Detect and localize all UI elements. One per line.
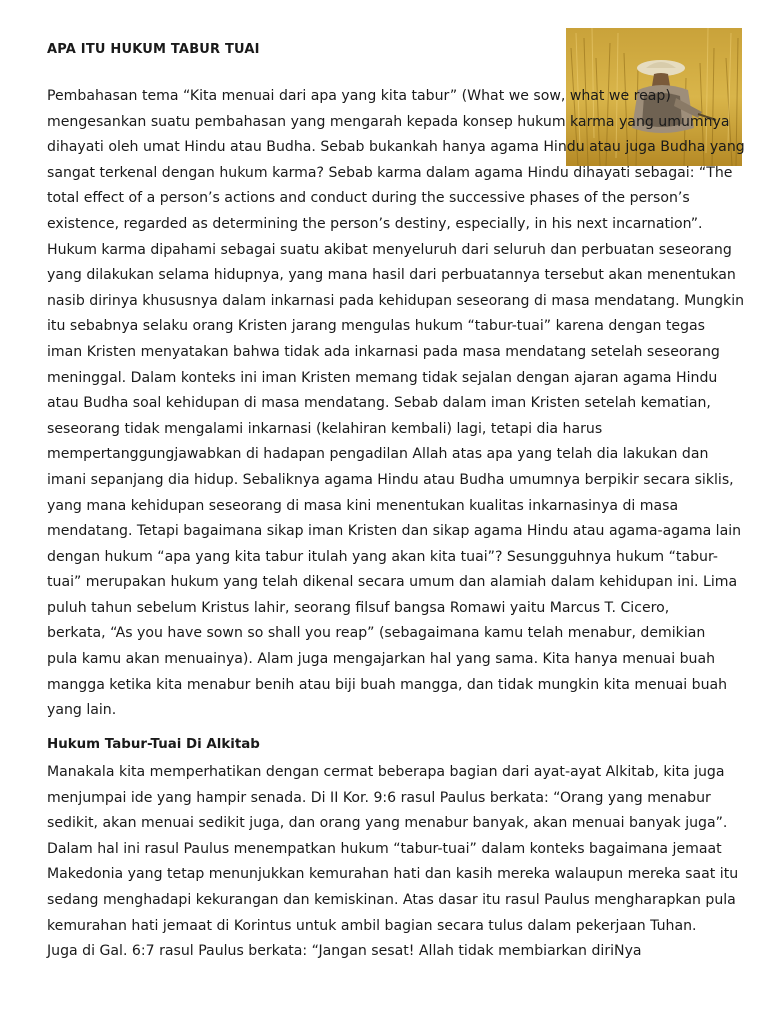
body-line: sedikit, akan menuai sedikit juga, dan orang yang menabur banyak, akan menuai banyak juga”. [47, 815, 728, 832]
body-line: sedang menghadapi kekurangan dan kemiskinan. Atas dasar itu rasul Paulus mengharapkan pula [47, 891, 736, 908]
body-line: mendatang. Tetapi bagaimana sikap iman Kristen dan sikap agama Hindu atau agama-agama lain [47, 523, 742, 540]
body-line: meninggal. Dalam konteks ini iman Kristen memang tidak sejalan dengan ajaran agama Hindu [47, 369, 718, 386]
document-title: APA ITU HUKUM TABUR TUAI [47, 42, 260, 57]
body-line: tuai” merupakan hukum yang telah dikenal secara umum dan alamiah dalam kehidupan ini. Lima [47, 574, 738, 591]
body-line: nasib dirinya khususnya dalam inkarnasi pada kehidupan seseorang di masa mendatang. Mungkin [47, 292, 745, 309]
body-line: yang mana kehidupan seseorang di masa kini menentukan kualitas inkarnasinya di masa [47, 497, 679, 514]
body-line: dengan hukum “apa yang kita tabur itulah yang akan kita tuai”? Sesungguhnya hukum “tabur- [47, 548, 718, 565]
body-line: total effect of a person’s actions and conduct during the successive phases of the person’s [47, 190, 690, 207]
body-line: yang dilakukan selama hidupnya, yang mana hasil dari perbuatannya tersebut akan menentukan [47, 267, 736, 284]
body-line: Hukum karma dipahami sebagai suatu akibat menyeluruh dari seluruh dan perbuatan seseorang [47, 241, 732, 258]
body-line: Manakala kita memperhatikan dengan cermat beberapa bagian dari ayat-ayat Alkitab, kita juga [47, 764, 725, 780]
section2-heading: Hukum Tabur-Tuai Di Alkitab [47, 737, 260, 752]
body-line: itu sebabnya selaku orang Kristen jarang mengulas hukum “tabur-tuai” karena dengan tegas [47, 318, 706, 335]
section1-body [47, 84, 745, 724]
section2-body [47, 760, 738, 965]
body-line: dihayati oleh umat Hindu atau Budha. Sebab bukankah hanya agama Hindu atau juga Budha yang [47, 139, 745, 156]
body-line: seseorang tidak mengalami inkarnasi (kelahiran kembali) lagi, tetapi dia harus [47, 420, 603, 437]
body-line: sangat terkenal dengan hukum karma? Sebab karma dalam agama Hindu dihayati sebagai: “The [47, 164, 733, 181]
body-line: mengesankan suatu pembahasan yang mengarah kepada konsep hukum karma yang umumnya [47, 113, 730, 130]
body-line: Juga di Gal. 6:7 rasul Paulus berkata: “Jangan sesat! Allah tidak membiarkan diriNya [47, 943, 642, 960]
body-line: atau Budha soal kehidupan di masa mendatang. Sebab dalam iman Kristen setelah kematian, [47, 395, 711, 412]
body-line: iman Kristen menyatakan bahwa tidak ada inkarnasi pada masa mendatang setelah seseorang [47, 343, 720, 360]
body-line: Dalam hal ini rasul Paulus menempatkan hukum “tabur-tuai” dalam konteks bagaimana jemaat [47, 840, 722, 857]
body-line: berkata, “As you have sown so shall you reap” (sebagaimana kamu telah menabur, demikian [47, 625, 706, 642]
body-line: yang lain. [47, 702, 117, 719]
body-line: menjumpai ide yang hampir senada. Di II Kor. 9:6 rasul Paulus berkata: “Orang yang menabur [47, 789, 711, 806]
body-line: kemurahan hati jemaat di Korintus untuk ambil bagian secara tulus dalam pekerjaan Tuhan. [47, 917, 697, 934]
body-line: pula kamu akan menuainya). Alam juga mengajarkan hal yang sama. Kita hanya menuai buah [47, 651, 716, 668]
body-line: mangga ketika kita menabur benih atau biji buah mangga, dan tidak mungkin kita menuai buah [47, 676, 728, 693]
body-line: existence, regarded as determining the person’s destiny, especially, in his next incarnation”. [47, 215, 703, 232]
body-line: puluh tahun sebelum Kristus lahir, seorang filsuf bangsa Romawi yaitu Marcus T. Cicero, [47, 599, 670, 616]
body-line: Makedonia yang tetap menunjukkan kemurahan hati dan kasih mereka walaupun mereka saat itu [47, 866, 739, 883]
body-line: mempertanggungjawabkan di hadapan pengadilan Allah atas apa yang telah dia lakukan dan [47, 446, 709, 463]
body-line: Pembahasan tema “Kita menuai dari apa yang kita tabur” (What we sow, what we reap) [47, 88, 671, 104]
body-line: imani sepanjang dia hidup. Sebaliknya agama Hindu atau Budha umumnya berpikir secara siklis, [47, 471, 734, 488]
